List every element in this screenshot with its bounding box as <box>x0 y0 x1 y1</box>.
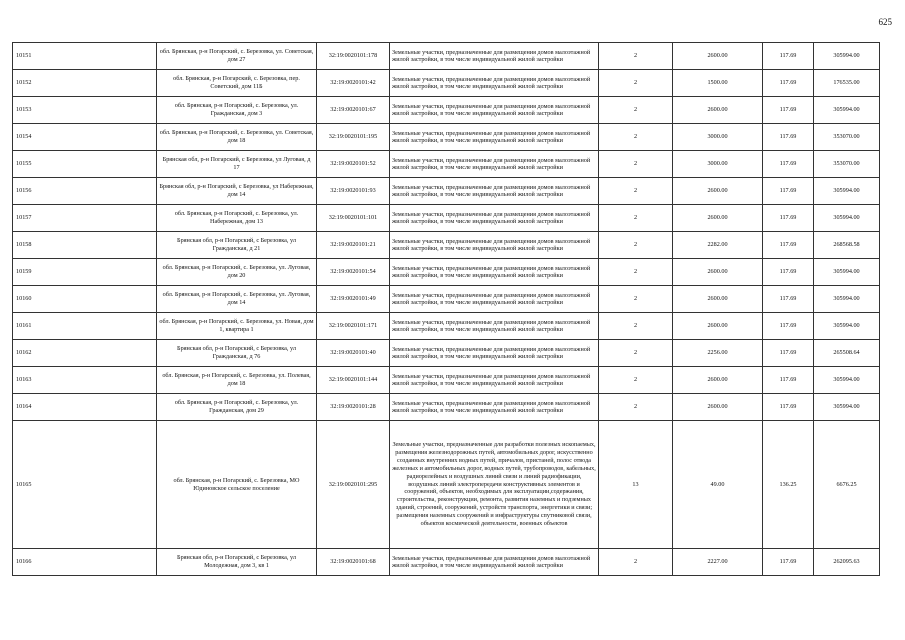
row-number: 10155 <box>13 151 157 178</box>
value-cell: 305994.00 <box>814 205 880 232</box>
cadastral-number-cell: 32:19:0020101:195 <box>317 124 390 151</box>
group-cell: 2 <box>599 286 673 313</box>
cadastral-value-table <box>12 42 880 576</box>
group-cell: 2 <box>599 367 673 394</box>
area-cell: 2227.00 <box>673 549 763 576</box>
area-cell: 2600.00 <box>673 97 763 124</box>
rate-cell: 117.69 <box>763 151 814 178</box>
value-cell: 305994.00 <box>814 259 880 286</box>
value-cell: 305994.00 <box>814 394 880 421</box>
group-cell: 2 <box>599 97 673 124</box>
cadastral-number-cell: 32:19:0020101:28 <box>317 394 390 421</box>
group-cell: 2 <box>599 151 673 178</box>
row-number: 10164 <box>13 394 157 421</box>
table-row <box>13 421 880 549</box>
address-cell: Брянская обл, р-н Погарский, с Березовка, ул Молодежная, дом 3, кв 1 <box>157 549 317 576</box>
rate-cell: 117.69 <box>763 367 814 394</box>
group-cell: 2 <box>599 313 673 340</box>
row-number: 10152 <box>13 70 157 97</box>
land-use-cell: Земельные участки, предназначенные для размещения домов малоэтажной жилой застройки, в том числе индивидуальной жилой застройки <box>390 43 599 70</box>
group-cell: 2 <box>599 124 673 151</box>
area-cell: 49.00 <box>673 421 763 549</box>
table-row <box>13 259 880 286</box>
land-use-cell: Земельные участки, предназначенные для разработки полезных ископаемых, размещения железнодорожных путей, автомобильных дорог, искусственно созданных внутренних водных путей, причалов, пристаней, полос отвода железных и автомобильных дорог, водных путей, трубопроводов, кабельных, радиорелейных и воздушных линий связи и линий радиофикации, воздушных линий электропередачи конструктивных элементов и сооружений, объектов, необходимых для эксплуатации,содержания, строительства, реконструкции, ремонта, развития наземных и подземных зданий, строений, сооружений, устройств транспорта, энергетики и связи; размещения наземных сооружений и инфраструктуры спутниковой связи, объектов космической деятельности, военных объектов <box>390 421 599 549</box>
area-cell: 2600.00 <box>673 367 763 394</box>
value-cell: 353070.00 <box>814 124 880 151</box>
value-cell: 305994.00 <box>814 97 880 124</box>
row-number: 10158 <box>13 232 157 259</box>
cadastral-number-cell: 32:19:0020101:40 <box>317 340 390 367</box>
value-cell: 305994.00 <box>814 178 880 205</box>
group-cell: 2 <box>599 259 673 286</box>
value-cell: 305994.00 <box>814 286 880 313</box>
table-row <box>13 394 880 421</box>
table-row <box>13 124 880 151</box>
value-cell: 268568.58 <box>814 232 880 259</box>
land-use-cell: Земельные участки, предназначенные для размещения домов малоэтажной жилой застройки, в том числе индивидуальной жилой застройки <box>390 286 599 313</box>
group-cell: 2 <box>599 394 673 421</box>
area-cell: 3000.00 <box>673 151 763 178</box>
value-cell: 262095.63 <box>814 549 880 576</box>
group-cell: 2 <box>599 205 673 232</box>
cadastral-number-cell: 32:19:0020101:68 <box>317 549 390 576</box>
area-cell: 2600.00 <box>673 313 763 340</box>
table-row <box>13 549 880 576</box>
rate-cell: 117.69 <box>763 313 814 340</box>
cadastral-number-cell: 32:19:0020101:21 <box>317 232 390 259</box>
value-cell: 6676.25 <box>814 421 880 549</box>
group-cell: 2 <box>599 178 673 205</box>
address-cell: обл. Брянская, р-н Погарский, с. Березовка, МО Юдиновское сельское поселение <box>157 421 317 549</box>
value-cell: 305994.00 <box>814 313 880 340</box>
address-cell: обл. Брянская, р-н Погарский, с. Березовка, ул. Новая, дом 1, квартира 1 <box>157 313 317 340</box>
address-cell: Брянская обл, р-н Погарский, с Березовка, ул Луговая, д 17 <box>157 151 317 178</box>
row-number: 10157 <box>13 205 157 232</box>
table-row <box>13 286 880 313</box>
table-row <box>13 232 880 259</box>
group-cell: 2 <box>599 232 673 259</box>
address-cell: обл. Брянская, р-н Погарский, с. Березовка, ул. Полевая, дом 18 <box>157 367 317 394</box>
rate-cell: 117.69 <box>763 124 814 151</box>
cadastral-number-cell: 32:19:0020101:67 <box>317 97 390 124</box>
row-number: 10162 <box>13 340 157 367</box>
address-cell: Брянская обл, р-н Погарский, с Березовка, ул Набережная, дом 14 <box>157 178 317 205</box>
value-cell: 305994.00 <box>814 367 880 394</box>
row-number: 10159 <box>13 259 157 286</box>
address-cell: обл. Брянская, р-н Погарский, с. Березовка, ул. Набережная, дом 13 <box>157 205 317 232</box>
area-cell: 2600.00 <box>673 178 763 205</box>
area-cell: 2600.00 <box>673 394 763 421</box>
value-cell: 176535.00 <box>814 70 880 97</box>
group-cell: 13 <box>599 421 673 549</box>
land-use-cell: Земельные участки, предназначенные для размещения домов малоэтажной жилой застройки, в том числе индивидуальной жилой застройки <box>390 367 599 394</box>
land-use-cell: Земельные участки, предназначенные для размещения домов малоэтажной жилой застройки, в том числе индивидуальной жилой застройки <box>390 124 599 151</box>
address-cell: обл. Брянская, р-н Погарский, с. Березовка, ул. Советская, дом 27 <box>157 43 317 70</box>
area-cell: 2600.00 <box>673 286 763 313</box>
land-use-cell: Земельные участки, предназначенные для размещения домов малоэтажной жилой застройки, в том числе индивидуальной жилой застройки <box>390 340 599 367</box>
rate-cell: 117.69 <box>763 205 814 232</box>
row-number: 10165 <box>13 421 157 549</box>
page-number: 625 <box>878 17 892 27</box>
land-use-cell: Земельные участки, предназначенные для размещения домов малоэтажной жилой застройки, в том числе индивидуальной жилой застройки <box>390 151 599 178</box>
group-cell: 2 <box>599 549 673 576</box>
cadastral-number-cell: 32:19:0020101:144 <box>317 367 390 394</box>
value-cell: 353070.00 <box>814 151 880 178</box>
table-row <box>13 97 880 124</box>
rate-cell: 117.69 <box>763 340 814 367</box>
row-number: 10154 <box>13 124 157 151</box>
area-cell: 2600.00 <box>673 259 763 286</box>
area-cell: 2600.00 <box>673 43 763 70</box>
rate-cell: 117.69 <box>763 178 814 205</box>
cadastral-number-cell: 32:19:0020101:93 <box>317 178 390 205</box>
row-number: 10156 <box>13 178 157 205</box>
group-cell: 2 <box>599 43 673 70</box>
land-use-cell: Земельные участки, предназначенные для размещения домов малоэтажной жилой застройки, в том числе индивидуальной жилой застройки <box>390 232 599 259</box>
area-cell: 1500.00 <box>673 70 763 97</box>
cadastral-number-cell: 32:19:0020101:171 <box>317 313 390 340</box>
group-cell: 2 <box>599 70 673 97</box>
row-number: 10153 <box>13 97 157 124</box>
rate-cell: 117.69 <box>763 549 814 576</box>
rate-cell: 117.69 <box>763 259 814 286</box>
cadastral-number-cell: 32:19:0020101:54 <box>317 259 390 286</box>
table-row <box>13 43 880 70</box>
land-use-cell: Земельные участки, предназначенные для размещения домов малоэтажной жилой застройки, в том числе индивидуальной жилой застройки <box>390 549 599 576</box>
table-row <box>13 178 880 205</box>
row-number: 10166 <box>13 549 157 576</box>
address-cell: Брянская обл, р-н Погарский, с Березовка, ул Гражданская, д 76 <box>157 340 317 367</box>
table-row <box>13 151 880 178</box>
rate-cell: 117.69 <box>763 70 814 97</box>
address-cell: обл. Брянская, р-н Погарский, с. Березовка, ул. Луговая, дом 14 <box>157 286 317 313</box>
land-use-cell: Земельные участки, предназначенные для размещения домов малоэтажной жилой застройки, в том числе индивидуальной жилой застройки <box>390 205 599 232</box>
address-cell: обл. Брянская, р-н Погарский, с. Березовка, ул. Советская, дом 18 <box>157 124 317 151</box>
address-cell: обл. Брянская, р-н Погарский, с. Березовка, пер. Советский, дом 11Б <box>157 70 317 97</box>
area-cell: 2600.00 <box>673 205 763 232</box>
cadastral-number-cell: 32:19:0020101:42 <box>317 70 390 97</box>
rate-cell: 117.69 <box>763 97 814 124</box>
rate-cell: 117.69 <box>763 286 814 313</box>
table-row <box>13 367 880 394</box>
value-cell: 305994.00 <box>814 43 880 70</box>
rate-cell: 117.69 <box>763 232 814 259</box>
area-cell: 2256.00 <box>673 340 763 367</box>
row-number: 10161 <box>13 313 157 340</box>
table-row <box>13 340 880 367</box>
land-use-cell: Земельные участки, предназначенные для размещения домов малоэтажной жилой застройки, в том числе индивидуальной жилой застройки <box>390 259 599 286</box>
land-use-cell: Земельные участки, предназначенные для размещения домов малоэтажной жилой застройки, в том числе индивидуальной жилой застройки <box>390 70 599 97</box>
row-number: 10151 <box>13 43 157 70</box>
address-cell: Брянская обл, р-н Погарский, с Березовка, ул Гражданская, д 21 <box>157 232 317 259</box>
rate-cell: 136.25 <box>763 421 814 549</box>
rate-cell: 117.69 <box>763 43 814 70</box>
address-cell: обл. Брянская, р-н Погарский, с. Березовка, ул. Луговая, дом 20 <box>157 259 317 286</box>
address-cell: обл. Брянская, р-н Погарский, с. Березовка, ул. Гражданская, дом 29 <box>157 394 317 421</box>
area-cell: 3000.00 <box>673 124 763 151</box>
value-cell: 265508.64 <box>814 340 880 367</box>
table-row <box>13 70 880 97</box>
land-use-cell: Земельные участки, предназначенные для размещения домов малоэтажной жилой застройки, в том числе индивидуальной жилой застройки <box>390 394 599 421</box>
address-cell: обл. Брянская, р-н Погарский, с. Березовка, ул. Гражданская, дом 3 <box>157 97 317 124</box>
row-number: 10160 <box>13 286 157 313</box>
land-use-cell: Земельные участки, предназначенные для размещения домов малоэтажной жилой застройки, в том числе индивидуальной жилой застройки <box>390 97 599 124</box>
cadastral-number-cell: 32:19:0020101:49 <box>317 286 390 313</box>
cadastral-number-cell: 32:19:0020101:52 <box>317 151 390 178</box>
area-cell: 2282.00 <box>673 232 763 259</box>
cadastral-number-cell: 32:19:0020101:295 <box>317 421 390 549</box>
land-use-cell: Земельные участки, предназначенные для размещения домов малоэтажной жилой застройки, в том числе индивидуальной жилой застройки <box>390 313 599 340</box>
group-cell: 2 <box>599 340 673 367</box>
table-row <box>13 313 880 340</box>
rate-cell: 117.69 <box>763 394 814 421</box>
table-row <box>13 205 880 232</box>
row-number: 10163 <box>13 367 157 394</box>
land-use-cell: Земельные участки, предназначенные для размещения домов малоэтажной жилой застройки, в том числе индивидуальной жилой застройки <box>390 178 599 205</box>
cadastral-number-cell: 32:19:0020101:178 <box>317 43 390 70</box>
cadastral-number-cell: 32:19:0020101:101 <box>317 205 390 232</box>
